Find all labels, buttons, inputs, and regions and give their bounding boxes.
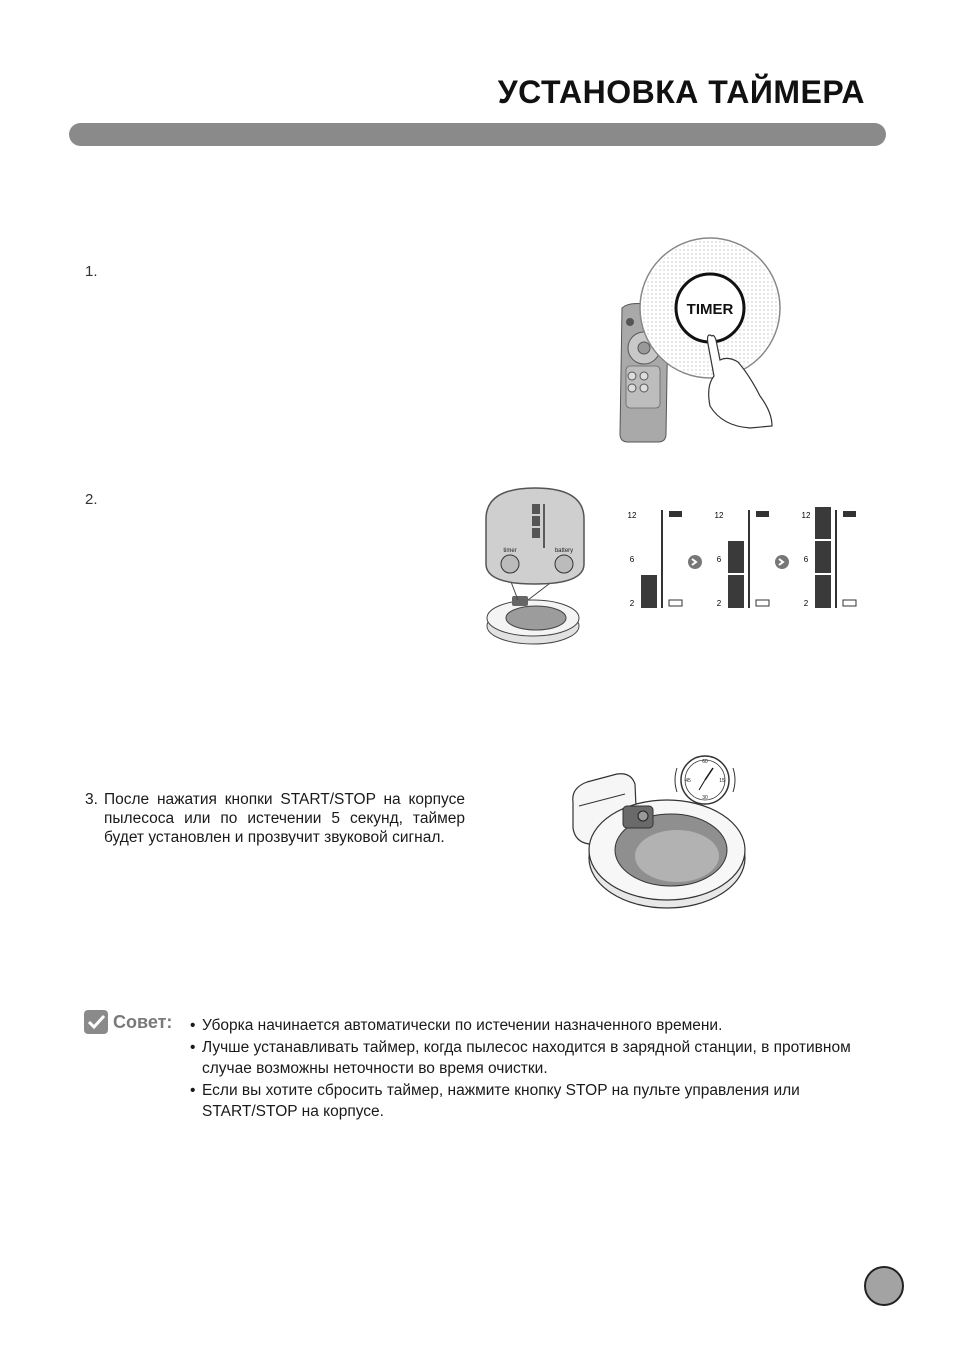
tip-label xyxy=(84,1010,172,1034)
clock-icon xyxy=(675,756,735,804)
gauge-3-segment xyxy=(815,541,831,573)
step-3 xyxy=(85,790,465,847)
clock-mark-15: 15 xyxy=(719,778,725,784)
robot-display-illustration xyxy=(478,484,593,654)
step-3-text: После нажатия кнопки START/STOP на корпусе пылесоса или по истечении 5 секунд, таймер будет установлен и прозвучит звуковой сигнал. xyxy=(104,791,465,846)
timer-icon-label: timer xyxy=(503,548,517,554)
battery-icon xyxy=(555,555,573,573)
page-number-circle xyxy=(864,1266,904,1306)
robot-vacuum xyxy=(589,800,745,908)
gauge-3-segment xyxy=(815,575,831,608)
gauge-3-segment xyxy=(815,507,831,539)
clock-mark-30: 30 xyxy=(702,795,708,801)
gauge-3-tick-6: 6 xyxy=(803,555,809,564)
clock-mark-45: 45 xyxy=(685,778,691,784)
tip-list xyxy=(190,1015,880,1123)
level-gauge-2 xyxy=(715,510,769,608)
step-2-number: 2. xyxy=(85,491,98,508)
gauge-1-tick-12: 12 xyxy=(627,511,637,520)
page-title: УСТАНОВКА ТАЙМЕРА xyxy=(497,74,865,110)
battery-icon-label: battery xyxy=(554,548,574,554)
checkmark-icon xyxy=(84,1010,108,1034)
gauge-2-segment xyxy=(728,541,744,573)
gauge-1-tick-2: 2 xyxy=(629,599,635,608)
display-zoom-bubble xyxy=(486,488,584,584)
timer-level-gauges xyxy=(620,500,870,615)
remote-timer-illustration xyxy=(610,236,790,446)
gauge-3-tick-2: 2 xyxy=(803,599,809,608)
gauge-2-tick-2: 2 xyxy=(716,599,722,608)
title-bar xyxy=(69,123,886,146)
level-gauge-1 xyxy=(628,510,682,608)
gauge-1-segment xyxy=(641,575,657,608)
step-1-number: 1. xyxy=(85,263,98,280)
gauge-2-segment xyxy=(728,575,744,608)
clock-mark-60: 60 xyxy=(702,759,708,765)
gauge-2-tick-12: 12 xyxy=(714,511,724,520)
gauge-1-tick-6: 6 xyxy=(629,555,635,564)
tip-item: • Лучше устанавливать таймер, когда пылесос находится в зарядной станции, в противном случае возможны неточности во время очистки. xyxy=(190,1037,880,1080)
gauge-3-tick-12: 12 xyxy=(801,511,811,520)
step-3-number: 3. xyxy=(85,791,98,808)
timer-icon xyxy=(501,555,519,573)
robot-top-small xyxy=(487,596,579,644)
level-gauge-3 xyxy=(802,507,856,608)
tip-item: • Если вы хотите сбросить таймер, нажмите кнопку STOP на пульте управления или START/STOP на корпусе. xyxy=(190,1080,880,1123)
tip-item: • Уборка начинается автоматически по истечении назначенного времени. xyxy=(190,1015,880,1037)
gauge-2-tick-6: 6 xyxy=(716,555,722,564)
tip-label-text: Совет: xyxy=(113,1011,173,1032)
timer-button-label: TIMER xyxy=(686,301,734,318)
robot-station-illustration xyxy=(565,744,755,914)
